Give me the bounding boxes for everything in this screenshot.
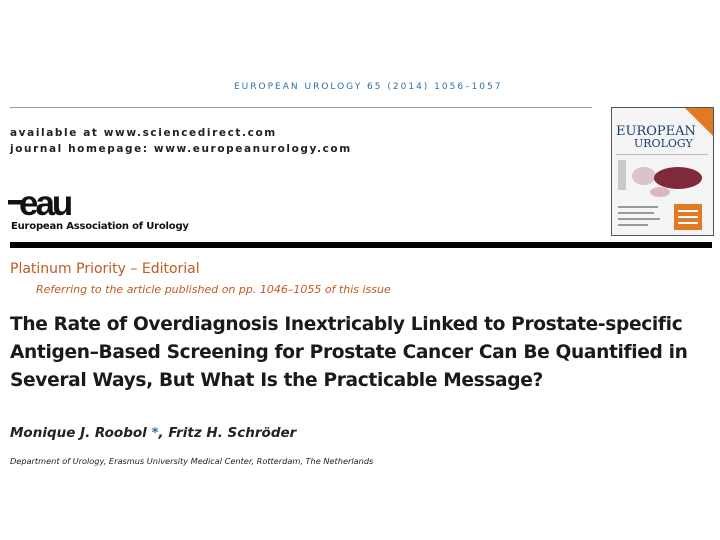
header-divider [10, 107, 592, 108]
eau-logo-text: eau [19, 186, 71, 220]
cover-illustration [616, 154, 708, 232]
article-section-label: Platinum Priority – Editorial [10, 261, 200, 277]
article-title-line-3: Several Ways, But What Is the Practicable Message? [10, 370, 543, 391]
available-at-line: available at www.sciencedirect.com [10, 127, 277, 139]
cover-title-line2: UROLOGY [634, 137, 693, 150]
journal-cover-thumbnail[interactable] [611, 107, 714, 236]
article-title [10, 311, 715, 395]
association-name: European Association of Urology [11, 221, 189, 232]
author-roobol: Monique J. Roobol [10, 425, 147, 441]
journal-reference: EUROPEAN UROLOGY 65 (2014) 1056–1057 [234, 82, 503, 92]
cover-title [616, 126, 696, 150]
author-list [10, 425, 296, 441]
availability-block [10, 125, 352, 157]
corresponding-author-mark[interactable]: * [151, 425, 159, 441]
referring-note[interactable]: Referring to the article published on pp. 1046–1055 of this issue [36, 283, 391, 296]
eau-logo-mark [8, 186, 92, 220]
cover-title-line1: EUROPEAN [616, 124, 696, 139]
author-affiliation: Department of Urology, Erasmus University Medical Center, Rotterdam, The Netherlands [10, 456, 374, 466]
author-separator: , [158, 425, 169, 441]
author-schroder: Fritz H. Schröder [168, 425, 297, 441]
journal-homepage-line: journal homepage: www.europeanurology.com [10, 143, 352, 155]
article-title-line-2: Antigen–Based Screening for Prostate Cancer Can Be Quantified in [10, 342, 688, 363]
eau-logo [8, 186, 92, 224]
header-thick-rule [10, 242, 712, 248]
article-title-line-1: The Rate of Overdiagnosis Inextricably Linked to Prostate-specific [10, 314, 683, 335]
